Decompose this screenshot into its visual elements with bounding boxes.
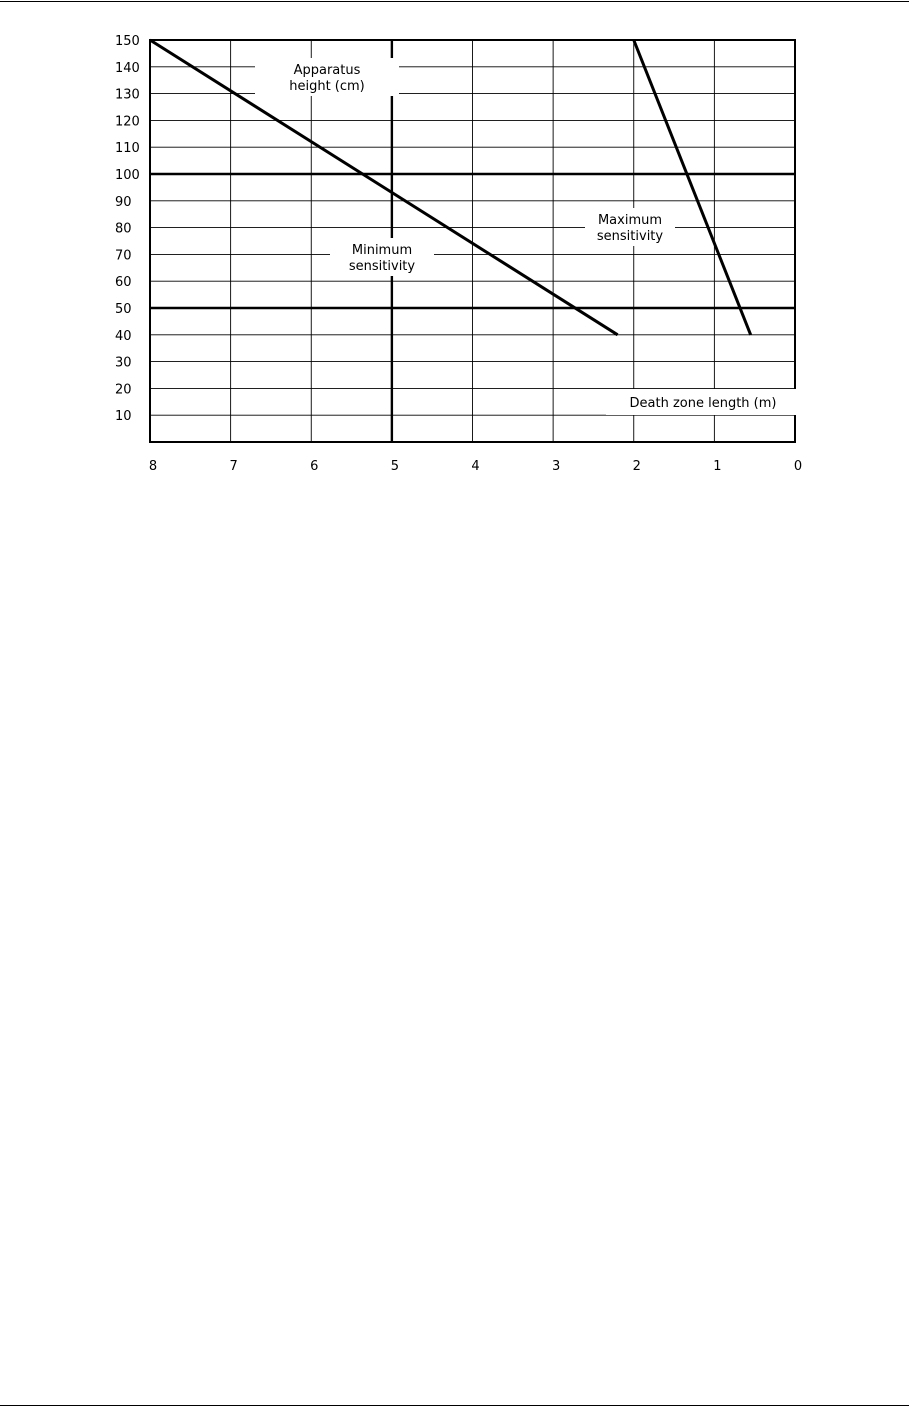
x-tick-label: 5 [390, 459, 400, 474]
y-tick-label: 10 [115, 409, 132, 425]
minimum-sensitivity-label-text: sensitivity [348, 259, 416, 274]
maximum-sensitivity-label-text: sensitivity [596, 229, 664, 244]
y-tick-label: 130 [115, 87, 140, 103]
y-tick-label: 40 [115, 328, 132, 344]
x-tick-labels [149, 459, 802, 474]
y-axis-label-text: height (cm) [289, 79, 365, 94]
y-tick-label: 50 [115, 302, 132, 317]
y-axis-label-text: Apparatus [293, 63, 361, 78]
y-tick-label: 80 [115, 221, 132, 237]
x-axis-label [606, 389, 800, 415]
y-tick-label: 90 [115, 194, 132, 210]
y-tick-label: 30 [115, 355, 132, 371]
x-tick-label: 2 [632, 459, 641, 474]
x-tick-label: 1 [713, 459, 722, 474]
y-tick-label: 120 [115, 114, 140, 130]
y-axis-label [255, 58, 399, 96]
y-tick-label: 20 [115, 382, 132, 398]
maximum-sensitivity-label-text: Maximum [597, 213, 663, 228]
page-bottom-rule [0, 1405, 909, 1406]
x-tick-label: 8 [148, 459, 158, 474]
y-tick-label: 70 [115, 248, 132, 264]
x-tick-label: 7 [229, 459, 238, 474]
x-tick-label: 0 [793, 459, 803, 474]
maximum-sensitivity-line [634, 40, 751, 335]
series-lines [150, 40, 751, 335]
y-tick-label: 140 [115, 60, 140, 76]
x-tick-label: 4 [471, 459, 480, 474]
x-axis-label-text: Death zone length (m) [629, 396, 777, 411]
y-tick-label: 150 [115, 34, 140, 49]
minimum-sensitivity-label-text: Minimum [351, 243, 413, 258]
x-tick-label: 3 [551, 459, 561, 474]
y-tick-label: 60 [115, 275, 132, 291]
minimum-sensitivity-label [330, 238, 434, 276]
maximum-sensitivity-label [585, 208, 675, 246]
x-tick-label: 6 [310, 459, 319, 474]
y-tick-label: 110 [115, 141, 140, 157]
y-tick-label: 100 [115, 168, 140, 183]
y-tick-labels [115, 34, 140, 424]
